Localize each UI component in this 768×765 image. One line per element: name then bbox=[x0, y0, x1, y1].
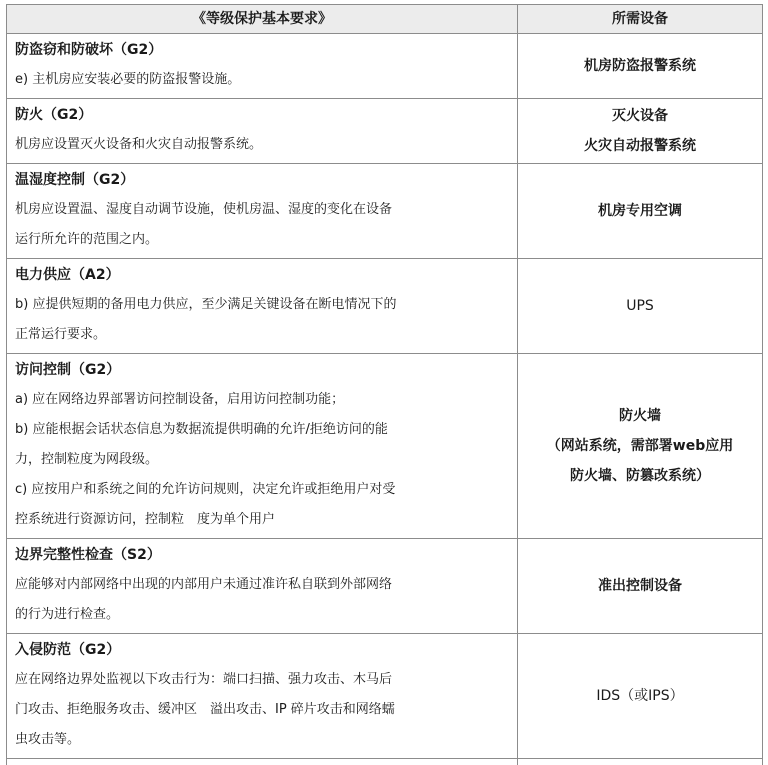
requirement-text: b) 应能根据会话状态信息为数据流提供明确的允许/拒绝访问的能 bbox=[15, 415, 509, 445]
device-text: （网站系统，需部署web应用 bbox=[524, 431, 756, 461]
device-text: 准出控制设备 bbox=[524, 571, 756, 601]
requirement-title: 入侵防范（G2） bbox=[15, 635, 509, 665]
requirement-text: 虫攻击等。 bbox=[15, 725, 509, 755]
requirement-title: 温湿度控制（G2） bbox=[15, 165, 509, 195]
requirement-text: c) 应按用户和系统之间的允许访问规则，决定允许或拒绝用户对受 bbox=[15, 475, 509, 505]
requirement-text: 应在网络边界处监视以下攻击行为：端口扫描、强力攻击、木马后 bbox=[15, 665, 509, 695]
device-text: 火灾自动报警系统 bbox=[524, 131, 756, 161]
requirement-cell bbox=[7, 634, 518, 759]
requirement-cell bbox=[7, 164, 518, 259]
requirement-text: b) 应提供短期的备用电力供应，至少满足关键设备在断电情况下的 bbox=[15, 290, 509, 320]
requirement-cell bbox=[7, 354, 518, 539]
table-row bbox=[7, 99, 763, 164]
requirement-text: 机房应设置温、湿度自动调节设施，使机房温、湿度的变化在设备 bbox=[15, 195, 509, 225]
device-cell bbox=[518, 634, 763, 759]
device-text: UPS bbox=[524, 291, 756, 321]
requirement-text: e) 主机房应安装必要的防盗报警设施。 bbox=[15, 65, 509, 95]
table-row bbox=[7, 259, 763, 354]
requirement-text: 力，控制粒度为网段级。 bbox=[15, 445, 509, 475]
device-text: IDS（或IPS） bbox=[524, 681, 756, 711]
device-cell bbox=[518, 164, 763, 259]
table-header-row bbox=[7, 5, 763, 34]
requirement-text: 机房应设置灭火设备和火灾自动报警系统。 bbox=[15, 130, 509, 160]
requirement-cell bbox=[7, 539, 518, 634]
requirement-text: 门攻击、拒绝服务攻击、缓冲区 溢出攻击、IP 碎片攻击和网络蠕 bbox=[15, 695, 509, 725]
header-devices: 所需设备 bbox=[518, 5, 763, 34]
device-text: 机房防盗报警系统 bbox=[524, 51, 756, 81]
requirement-title: 访问控制（G2） bbox=[15, 355, 509, 385]
header-requirements: 《等级保护基本要求》 bbox=[7, 5, 518, 34]
device-cell bbox=[518, 354, 763, 539]
requirement-title: 边界完整性检查（S2） bbox=[15, 540, 509, 570]
requirement-cell bbox=[7, 259, 518, 354]
device-text: 灭火设备 bbox=[524, 101, 756, 131]
table-row-truncated bbox=[7, 759, 763, 765]
table-row bbox=[7, 164, 763, 259]
device-text: 机房专用空调 bbox=[524, 196, 756, 226]
table-row bbox=[7, 634, 763, 759]
device-cell bbox=[518, 539, 763, 634]
requirement-title: 防火（G2） bbox=[15, 100, 509, 130]
device-text: 防火墙、防篡改系统） bbox=[524, 461, 756, 491]
device-cell bbox=[518, 259, 763, 354]
requirement-text: 正常运行要求。 bbox=[15, 320, 509, 350]
requirement-text: 应能够对内部网络中出现的内部用户未通过准许私自联到外部网络 bbox=[15, 570, 509, 600]
security-requirements-table bbox=[6, 4, 763, 765]
requirement-cell bbox=[7, 99, 518, 164]
requirement-title: 电力供应（A2） bbox=[15, 260, 509, 290]
requirement-title: 防盗窃和防破坏（G2） bbox=[15, 35, 509, 65]
requirement-text: 运行所允许的范围之内。 bbox=[15, 225, 509, 255]
requirement-text: a) 应在网络边界部署访问控制设备，启用访问控制功能； bbox=[15, 385, 509, 415]
truncated-cell bbox=[518, 759, 763, 765]
table-row bbox=[7, 539, 763, 634]
requirement-text: 控系统进行资源访问，控制粒 度为单个用户 bbox=[15, 505, 509, 535]
table-row bbox=[7, 354, 763, 539]
table-row bbox=[7, 34, 763, 99]
device-text: 防火墙 bbox=[524, 401, 756, 431]
truncated-cell bbox=[7, 759, 518, 765]
device-cell bbox=[518, 99, 763, 164]
device-cell bbox=[518, 34, 763, 99]
requirement-text: 的行为进行检查。 bbox=[15, 600, 509, 630]
requirement-cell bbox=[7, 34, 518, 99]
